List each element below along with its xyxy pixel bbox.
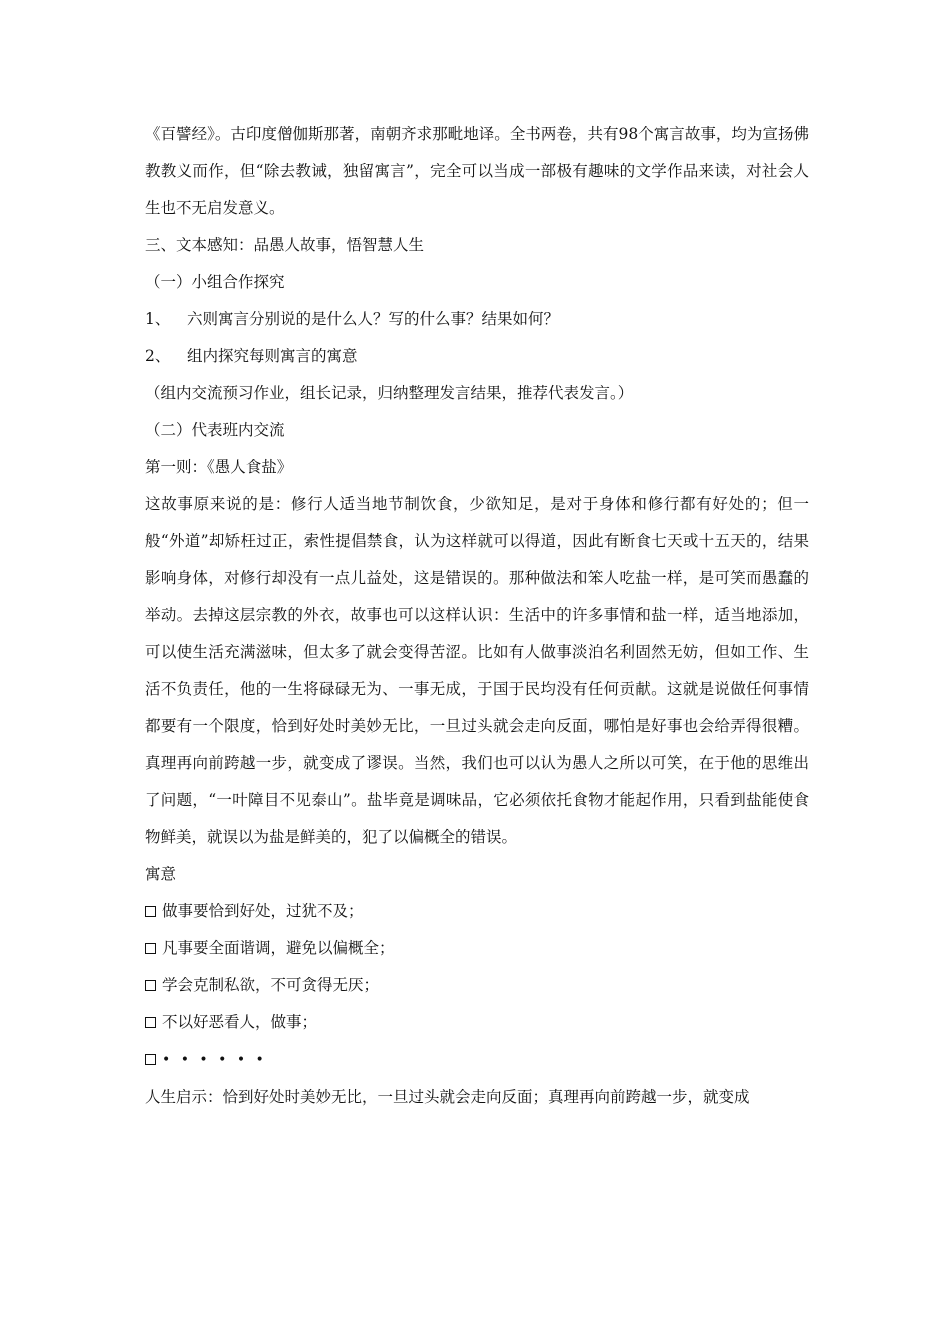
task-text: 六则寓言分别说的是什么人？写的什么事？结果如何？ <box>187 310 560 328</box>
life-insight: 人生启示：恰到好处时美妙无比，一旦过头就会走向反面；真理再向前跨越一步，就变成 <box>145 1088 750 1106</box>
task-number: 1、 <box>145 310 171 328</box>
subsection-heading-class-exchange: （二）代表班内交流 <box>145 421 285 439</box>
ellipsis-dots: • • • • • • <box>162 1052 267 1068</box>
checkbox-icon <box>145 980 156 991</box>
checkbox-icon <box>145 943 156 954</box>
task-number: 2、 <box>145 347 171 365</box>
task-text: 组内探究每则寓言的寓意 <box>187 347 358 365</box>
group-note: （组内交流预习作业，组长记录，归纳整理发言结果，推荐代表发言。） <box>145 384 634 402</box>
section-heading: 三、文本感知：品愚人故事，悟智慧人生 <box>145 236 425 254</box>
meaning-item <box>145 930 809 967</box>
meaning-text: 不以好恶看人，做事； <box>162 1013 318 1031</box>
task-item <box>145 338 809 375</box>
document-page <box>145 116 809 1116</box>
meaning-text: 做事要恰到好处，过犹不及； <box>162 902 364 920</box>
story-title: 第一则：《愚人食盐》 <box>145 458 293 476</box>
meaning-label: 寓意 <box>145 865 177 883</box>
meaning-item <box>145 1041 809 1079</box>
meaning-text: 凡事要全面谐调，避免以偏概全； <box>162 939 395 957</box>
intro-paragraph: 《百譬经》。古印度僧伽斯那著，南朝齐求那毗地译。全书两卷，共有98个寓言故事，均为宣扬佛教教义而作，但“除去教诫，独留寓言”，完全可以当成一部极有趣味的文学作品来读，对社会人生也不无启发意义。 <box>145 125 809 217</box>
task-item <box>145 301 809 338</box>
meaning-item <box>145 1004 809 1041</box>
meaning-text: 学会克制私欲，不可贪得无厌； <box>162 976 380 994</box>
checkbox-icon <box>145 906 156 917</box>
meaning-item <box>145 893 809 930</box>
subsection-heading-group-work: （一）小组合作探究 <box>145 273 285 291</box>
story-paragraph: 这故事原来说的是：修行人适当地节制饮食，少欲知足，是对于身体和修行都有好处的；但一般“外道”却矫枉过正，索性提倡禁食，认为这样就可以得道，因此有断食七天或十五天的，结果影响身体，对修行却没有一点儿益处，这是错误的。那种做法和笨人吃盐一样，是可笑而愚蠢的举动。去掉这层宗教的外衣，故事也可以这样认识：生活中的许多事情和盐一样，适当地添加，可以使生活充满滋味，但太多了就会变得苦涩。比如有人做事淡泊名利固然无妨，但如工作、生活不负责任，他的一生将碌碌无为、一事无成，于国于民均没有任何贡献。这就是说做任何事情都要有一个限度，恰到好处时美妙无比，一旦过头就会走向反面，哪怕是好事也会给弄得很糟。真理再向前跨越一步，就变成了谬误。当然，我们也可以认为愚人之所以可笑，在于他的思维出了问题，“一叶障目不见泰山”。盐毕竟是调味品，它必须依托食物才能起作用，只看到盐能使食物鲜美，就误以为盐是鲜美的，犯了以偏概全的错误。 <box>145 495 809 846</box>
checkbox-icon <box>145 1054 156 1065</box>
meaning-item <box>145 967 809 1004</box>
checkbox-icon <box>145 1017 156 1028</box>
